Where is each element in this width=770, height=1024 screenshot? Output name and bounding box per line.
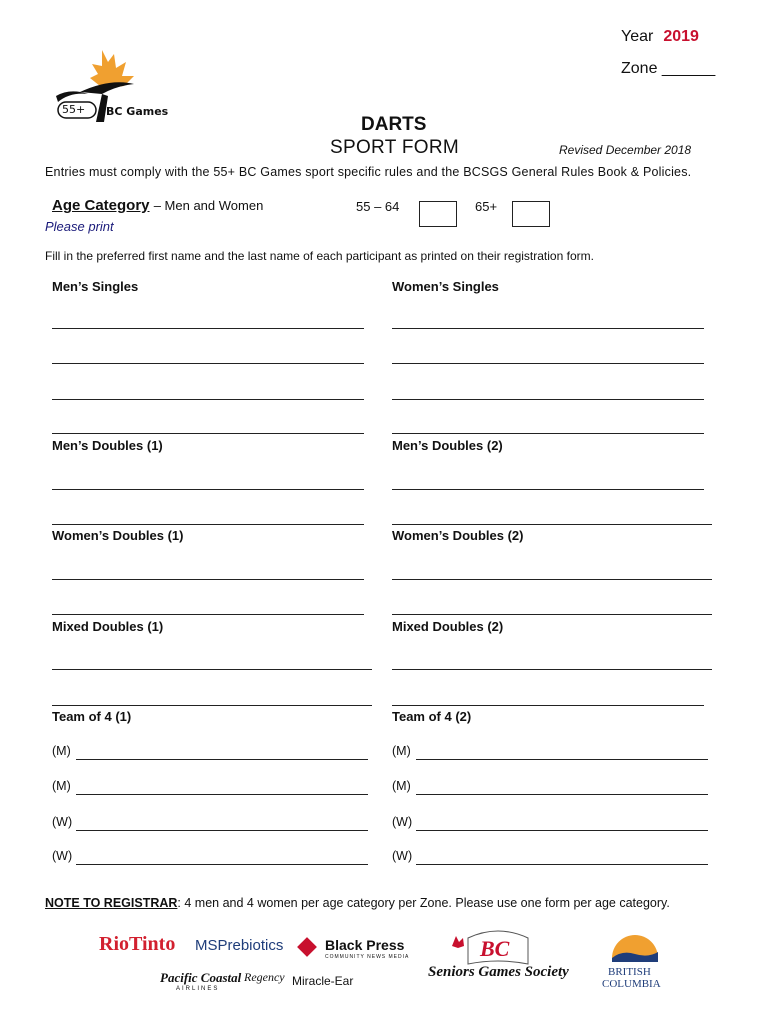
section-womens-singles: Women’s Singles (392, 279, 499, 294)
sponsor-pacific-coastal-sub: AIRLINES (176, 986, 220, 992)
name-line[interactable] (416, 759, 708, 760)
name-line[interactable] (52, 433, 364, 434)
age-category (52, 197, 263, 214)
section-mens-doubles-1: Men’s Doubles (1) (52, 438, 163, 453)
team-prefix: (M) (392, 779, 411, 793)
age-option-65-checkbox[interactable] (512, 201, 550, 227)
name-line[interactable] (52, 328, 364, 329)
name-line[interactable] (392, 614, 712, 615)
name-line[interactable] (392, 433, 704, 434)
bc-games-logo (50, 48, 180, 128)
year-label: Year (621, 28, 654, 45)
name-line[interactable] (392, 669, 712, 670)
team-prefix: (W) (52, 815, 73, 829)
age-option-55-64-label: 55 – 64 (356, 199, 400, 214)
name-line[interactable] (52, 524, 364, 525)
zone-field[interactable]: Zone ______ (621, 60, 716, 77)
sponsor-regency: Regency (244, 970, 285, 984)
bc-british: BRITISH (608, 966, 651, 978)
name-line[interactable] (416, 830, 708, 831)
name-line[interactable] (416, 864, 708, 865)
name-line[interactable] (76, 830, 368, 831)
sponsor-msprebiotics: MSPrebiotics (195, 937, 284, 954)
name-line[interactable] (52, 489, 364, 490)
registrar-note-label: NOTE TO REGISTRAR (45, 896, 178, 910)
name-line[interactable] (52, 669, 372, 670)
team-prefix: (W) (392, 849, 413, 863)
registrar-note (45, 896, 670, 910)
name-line[interactable] (392, 579, 712, 580)
logo-text: BC Games (106, 105, 169, 118)
sponsor-pacific-coastal: Pacific Coastal (160, 970, 242, 985)
name-line[interactable] (52, 399, 364, 400)
team-prefix: (M) (392, 744, 411, 758)
name-line[interactable] (392, 489, 704, 490)
name-line[interactable] (76, 759, 368, 760)
year-field (621, 28, 699, 46)
bcsgs-bc: BC (480, 936, 510, 961)
section-womens-doubles-1: Women’s Doubles (1) (52, 528, 184, 543)
name-line[interactable] (416, 794, 708, 795)
section-mixed-doubles-2: Mixed Doubles (2) (392, 619, 504, 634)
blackpress-sub: COMMUNITY NEWS MEDIA (325, 954, 410, 960)
age-category-suffix: – Men and Women (153, 198, 264, 213)
age-option-55-64-checkbox[interactable] (419, 201, 457, 227)
name-line[interactable] (392, 328, 704, 329)
team-prefix: (W) (392, 815, 413, 829)
bc-columbia: COLUMBIA (602, 978, 661, 990)
sponsor-miracle-ear: Miracle-Ear (292, 974, 354, 988)
sport-title: DARTS (361, 114, 427, 135)
section-womens-doubles-2: Women’s Doubles (2) (392, 528, 524, 543)
logo-badge: 55+ (62, 103, 86, 116)
instructions: Fill in the preferred first name and the last name of each participant as printed on their registration form. (45, 249, 594, 263)
sponsor-riotinto: RioTinto (99, 933, 176, 955)
bc-sun-icon (610, 928, 660, 962)
entries-notice: Entries must comply with the 55+ BC Games sport specific rules and the BCSGS General Rules Book & Policies. (45, 165, 692, 179)
team-prefix: (W) (52, 849, 73, 863)
name-line[interactable] (52, 363, 364, 364)
please-print-note: Please print (45, 219, 114, 234)
name-line[interactable] (52, 705, 372, 706)
age-category-label: Age Category (52, 197, 150, 214)
form-title: SPORT FORM (330, 137, 459, 158)
name-line[interactable] (392, 363, 704, 364)
team-prefix: (M) (52, 779, 71, 793)
section-team-2: Team of 4 (2) (392, 709, 472, 724)
british-columbia-logo (600, 928, 670, 992)
registrar-note-text: : 4 men and 4 women per age category per Zone. Please use one form per age category. (177, 896, 670, 910)
bcsgs-logo (428, 928, 568, 988)
section-mens-doubles-2: Men’s Doubles (2) (392, 438, 503, 453)
section-team-1: Team of 4 (1) (52, 709, 132, 724)
name-line[interactable] (392, 705, 704, 706)
name-line[interactable] (76, 794, 368, 795)
name-line[interactable] (76, 864, 368, 865)
name-line[interactable] (392, 524, 712, 525)
age-option-65-label: 65+ (475, 199, 498, 214)
blackpress-icon (297, 937, 317, 957)
team-prefix: (M) (52, 744, 71, 758)
section-mixed-doubles-1: Mixed Doubles (1) (52, 619, 164, 634)
section-mens-singles: Men’s Singles (52, 279, 139, 294)
revised-date: Revised December 2018 (559, 143, 692, 157)
year-value: 2019 (663, 28, 699, 45)
name-line[interactable] (52, 579, 364, 580)
name-line[interactable] (392, 399, 704, 400)
bcsgs-name: Seniors Games Society (428, 964, 569, 980)
blackpress-name: Black Press (325, 937, 405, 953)
name-line[interactable] (52, 614, 364, 615)
